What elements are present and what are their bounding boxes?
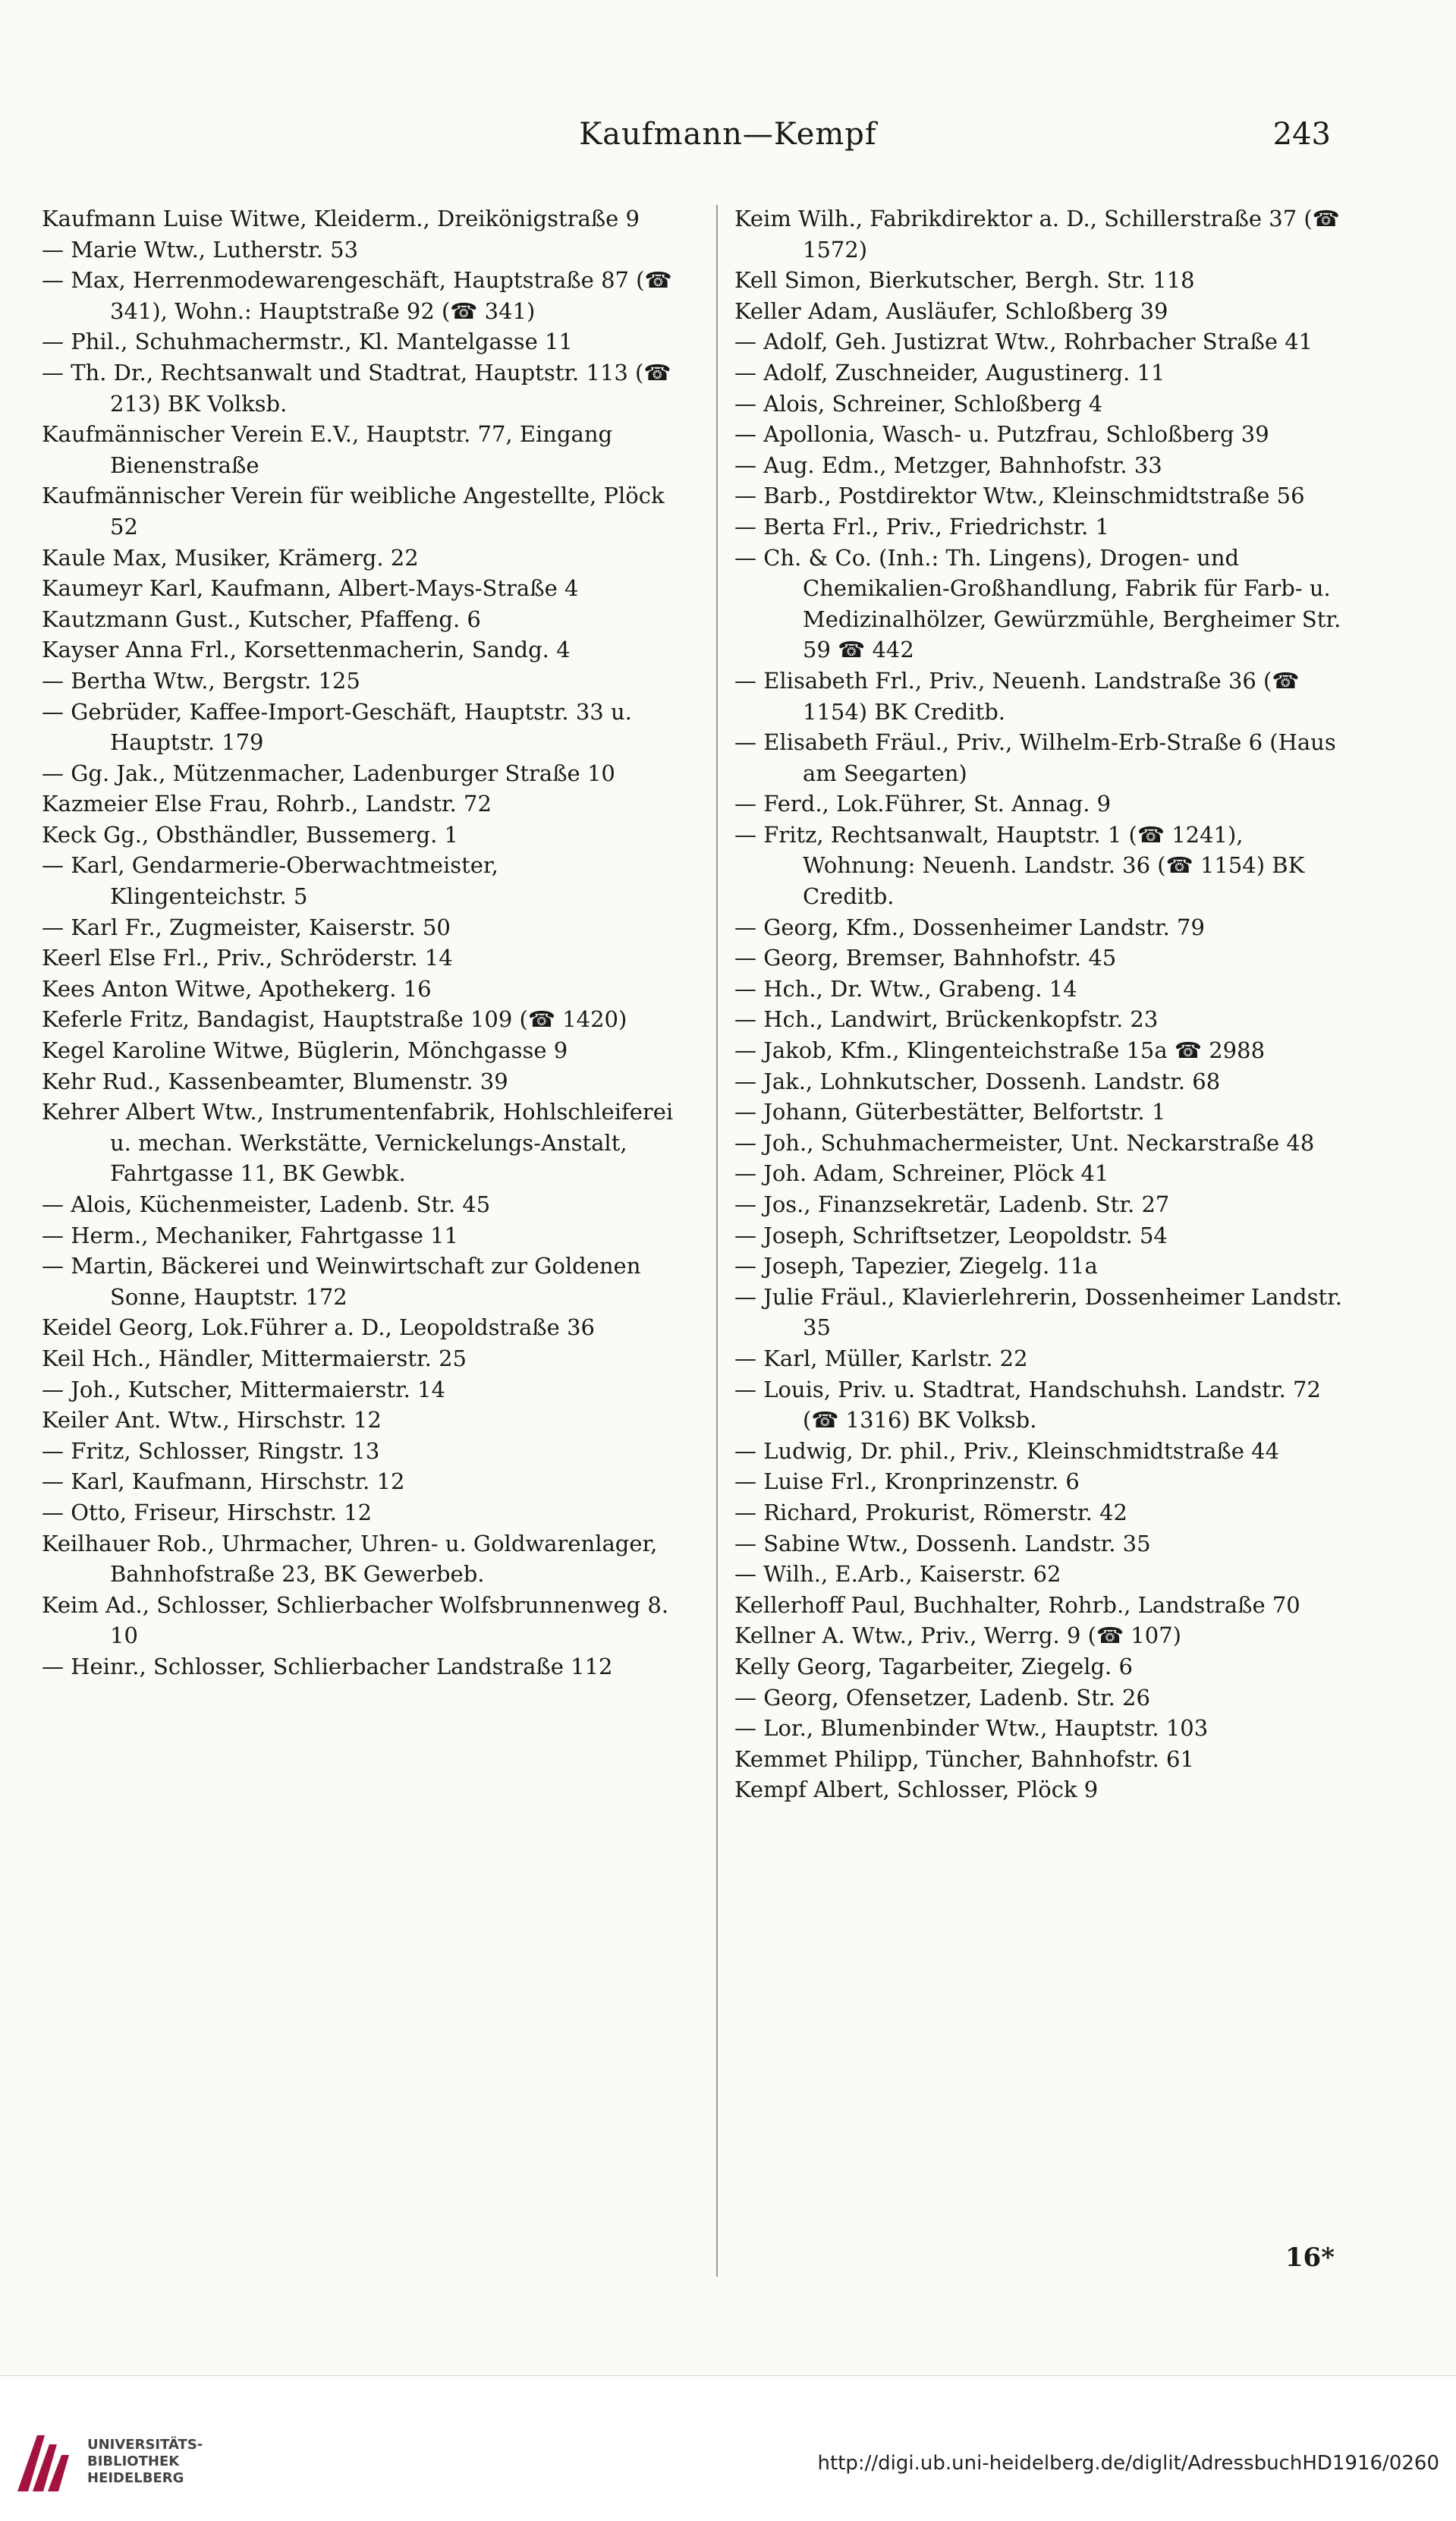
library-name-line: UNIVERSITÄTS- — [87, 2437, 203, 2453]
directory-entry: — Hch., Dr. Wtw., Grabeng. 14 — [734, 975, 1077, 1002]
directory-entry: — Berta Frl., Priv., Friedrichstr. 1 — [734, 513, 1110, 540]
directory-entry: — Adolf, Zuschneider, Augustinerg. 11 — [734, 359, 1165, 386]
directory-entry: — Johann, Güterbestätter, Belfortstr. 1 — [734, 1099, 1166, 1125]
signature-mark: 16* — [1285, 2242, 1335, 2273]
source-url[interactable]: http://digi.ub.uni-heidelberg.de/diglit/AdressbuchHD1916/0260 — [817, 2452, 1439, 2475]
directory-entry: — Otto, Friseur, Hirschstr. 12 — [42, 1499, 373, 1525]
directory-entry: — Phil., Schuhmachermstr., Kl. Mantelgasse 11 — [42, 329, 573, 355]
directory-entry: Kemmet Philipp, Tüncher, Bahnhofstr. 61 — [734, 1745, 1194, 1772]
directory-entry: — Georg, Ofensetzer, Ladenb. Str. 26 — [734, 1684, 1150, 1711]
directory-entry: — Georg, Kfm., Dossenheimer Landstr. 79 — [734, 914, 1205, 940]
directory-entry: — Karl, Kaufmann, Hirschstr. 12 — [42, 1468, 405, 1495]
directory-entry: — Bertha Wtw., Bergstr. 125 — [42, 667, 360, 694]
directory-entry: Kegel Karoline Witwe, Büglerin, Mönchgasse 9 — [42, 1037, 568, 1064]
directory-entry: — Heinr., Schlosser, Schlierbacher Landstraße 112 — [42, 1653, 613, 1679]
directory-entry: — Joseph, Tapezier, Ziegelg. 11a — [734, 1253, 1098, 1279]
directory-entry: — Joseph, Schriftsetzer, Leopoldstr. 54 — [734, 1222, 1168, 1248]
directory-entry: — Karl, Müller, Karlstr. 22 — [734, 1345, 1028, 1371]
directory-entry: Kaumeyr Karl, Kaufmann, Albert-Mays-Straße 4 — [42, 575, 579, 602]
directory-entry: Kehr Rud., Kassenbeamter, Blumenstr. 39 — [42, 1068, 508, 1094]
right-column — [734, 203, 1361, 1805]
directory-entry: — Julie Fräul., Klavierlehrerin, Dossenheimer Landstr. 35 — [734, 1283, 1343, 1341]
directory-entry: Kaufmännischer Verein E.V., Hauptstr. 77, Eingang Bienenstraße — [42, 421, 613, 478]
directory-entry: Kempf Albert, Schlosser, Plöck 9 — [734, 1777, 1099, 1803]
directory-entry: — Aug. Edm., Metzger, Bahnhofstr. 33 — [734, 452, 1162, 478]
directory-entry: Keim Ad., Schlosser, Schlierbacher Wolfsbrunnenweg 8. 10 — [42, 1591, 669, 1649]
directory-entry: — Louis, Priv. u. Stadtrat, Handschuhsh. Landstr. 72 (☎ 1316) BK Volksb. — [734, 1376, 1321, 1434]
directory-entry: — Richard, Prokurist, Römerstr. 42 — [734, 1499, 1127, 1525]
directory-entry: Kautzmann Gust., Kutscher, Pfaffeng. 6 — [42, 606, 481, 632]
directory-entry: — Jos., Finanzsekretär, Ladenb. Str. 27 — [734, 1191, 1170, 1217]
directory-entry: Kellerhoff Paul, Buchhalter, Rohrb., Landstraße 70 — [734, 1591, 1300, 1618]
directory-entry: — Apollonia, Wasch- u. Putzfrau, Schloßberg 39 — [734, 421, 1269, 448]
directory-entry: — Adolf, Geh. Justizrat Wtw., Rohrbacher Straße 41 — [734, 329, 1313, 355]
directory-entry: — Gg. Jak., Mützenmacher, Ladenburger Straße 10 — [42, 760, 615, 786]
directory-entry: — Herm., Mechaniker, Fahrtgasse 11 — [42, 1222, 459, 1248]
directory-entry: — Fritz, Schlosser, Ringstr. 13 — [42, 1437, 380, 1464]
directory-entry: — Georg, Bremser, Bahnhofstr. 45 — [734, 945, 1117, 971]
directory-entry: — Ludwig, Dr. phil., Priv., Kleinschmidtstraße 44 — [734, 1437, 1280, 1464]
directory-entry: — Fritz, Rechtsanwalt, Hauptstr. 1 (☎ 1241), Wohnung: Neuenh. Landstr. 36 (☎ 1154) BK Creditb. — [734, 821, 1305, 910]
directory-entry: Keerl Else Frl., Priv., Schröderstr. 14 — [42, 945, 453, 971]
directory-entry: — Karl, Gendarmerie-Oberwachtmeister, Klingenteichstr. 5 — [42, 852, 498, 910]
directory-entry: Keller Adam, Ausläufer, Schloßberg 39 — [734, 297, 1168, 324]
library-name — [87, 2437, 203, 2487]
viewer-footer — [0, 2375, 1456, 2521]
directory-entry: — Joh., Kutscher, Mittermaierstr. 14 — [42, 1376, 446, 1402]
page-number: 243 — [1272, 117, 1331, 152]
directory-entry: — Joh., Schuhmachermeister, Unt. Neckarstraße 48 — [734, 1129, 1315, 1156]
directory-entry: — Ch. & Co. (Inh.: Th. Lingens), Drogen- und Chemikalien-Großhandlung, Fabrik für Farb- u. Medizinalhölzer, Gewürzmühle, Bergheimer Str. 59 ☎ 442 — [734, 544, 1341, 663]
directory-entry: — Gebrüder, Kaffee-Import-Geschäft, Hauptstr. 33 u. Hauptstr. 179 — [42, 698, 632, 756]
directory-entry: Kayser Anna Frl., Korsettenmacherin, Sandg. 4 — [42, 637, 571, 663]
directory-entry: Kees Anton Witwe, Apothekerg. 16 — [42, 975, 432, 1002]
directory-entry: — Th. Dr., Rechtsanwalt und Stadtrat, Hauptstr. 113 (☎ 213) BK Volksb. — [42, 359, 671, 417]
directory-entry: Keck Gg., Obsthändler, Bussemerg. 1 — [42, 821, 458, 848]
left-column — [42, 203, 679, 1682]
directory-entry: — Karl Fr., Zugmeister, Kaiserstr. 50 — [42, 914, 451, 940]
library-name-line: BIBLIOTHEK — [87, 2453, 180, 2469]
directory-entry: Keferle Fritz, Bandagist, Hauptstraße 109 (☎ 1420) — [42, 1006, 627, 1033]
running-title: Kaufmann—Kempf — [579, 117, 877, 152]
directory-entry: Kellner A. Wtw., Priv., Werrg. 9 (☎ 107) — [734, 1622, 1181, 1649]
directory-entry: — Jak., Lohnkutscher, Dossenh. Landstr. 68 — [734, 1068, 1221, 1094]
directory-entry: — Jakob, Kfm., Klingenteichstraße 15a ☎ 2988 — [734, 1037, 1266, 1064]
directory-entry: — Alois, Küchenmeister, Ladenb. Str. 45 — [42, 1191, 491, 1217]
directory-entry: Kelly Georg, Tagarbeiter, Ziegelg. 6 — [734, 1653, 1133, 1679]
directory-entry: — Alois, Schreiner, Schloßberg 4 — [734, 390, 1103, 417]
university-logo-icon[interactable] — [11, 2429, 80, 2497]
directory-entry: Keim Wilh., Fabrikdirektor a. D., Schillerstraße 37 (☎ 1572) — [734, 206, 1340, 263]
directory-entry: — Hch., Landwirt, Brückenkopfstr. 23 — [734, 1006, 1159, 1033]
directory-entry: Keidel Georg, Lok.Führer a. D., Leopoldstraße 36 — [42, 1314, 595, 1341]
directory-entry: — Elisabeth Frl., Priv., Neuenh. Landstraße 36 (☎ 1154) BK Creditb. — [734, 667, 1300, 725]
directory-entry: — Lor., Blumenbinder Wtw., Hauptstr. 103 — [734, 1715, 1209, 1742]
directory-entry: — Sabine Wtw., Dossenh. Landstr. 35 — [734, 1530, 1151, 1556]
directory-entry: — Luise Frl., Kronprinzenstr. 6 — [734, 1468, 1080, 1495]
directory-entry: Kehrer Albert Wtw., Instrumentenfabrik, Hohlschleiferei u. mechan. Werkstätte, Vernickelungs-Anstalt, Fahrtgasse 11, BK Gewbk. — [42, 1099, 674, 1187]
directory-entry: Keiler Ant. Wtw., Hirschstr. 12 — [42, 1407, 382, 1434]
directory-entry: Keil Hch., Händler, Mittermaierstr. 25 — [42, 1345, 467, 1371]
directory-entry: — Joh. Adam, Schreiner, Plöck 41 — [734, 1160, 1109, 1187]
directory-entry: — Martin, Bäckerei und Weinwirtschaft zur Goldenen Sonne, Hauptstr. 172 — [42, 1253, 641, 1310]
directory-entry: — Wilh., E.Arb., Kaiserstr. 62 — [734, 1561, 1061, 1588]
directory-entry: — Barb., Postdirektor Wtw., Kleinschmidtstraße 56 — [734, 483, 1305, 509]
directory-entry: Kell Simon, Bierkutscher, Bergh. Str. 118 — [734, 267, 1195, 294]
directory-entry: — Elisabeth Fräul., Priv., Wilhelm-Erb-Straße 6 (Haus am Seegarten) — [734, 729, 1336, 786]
directory-entry: Kazmeier Else Frau, Rohrb., Landstr. 72 — [42, 791, 492, 817]
directory-entry: — Max, Herrenmodewarengeschäft, Hauptstraße 87 (☎ 341), Wohn.: Hauptstraße 92 (☎ 341) — [42, 267, 672, 324]
directory-entry: — Marie Wtw., Lutherstr. 53 — [42, 236, 359, 263]
page-header — [0, 114, 1456, 167]
directory-entry: Kaule Max, Musiker, Krämerg. 22 — [42, 544, 419, 571]
column-divider — [716, 205, 718, 2277]
directory-entry: Keilhauer Rob., Uhrmacher, Uhren- u. Goldwarenlager, Bahnhofstraße 23, BK Gewerbeb. — [42, 1530, 658, 1588]
directory-entry: Kaufmann Luise Witwe, Kleiderm., Dreikönigstraße 9 — [42, 206, 640, 231]
directory-entry: — Ferd., Lok.Führer, St. Annag. 9 — [734, 791, 1112, 817]
library-name-line: HEIDELBERG — [87, 2470, 184, 2486]
directory-entry: Kaufmännischer Verein für weibliche Angestellte, Plöck 52 — [42, 483, 665, 540]
